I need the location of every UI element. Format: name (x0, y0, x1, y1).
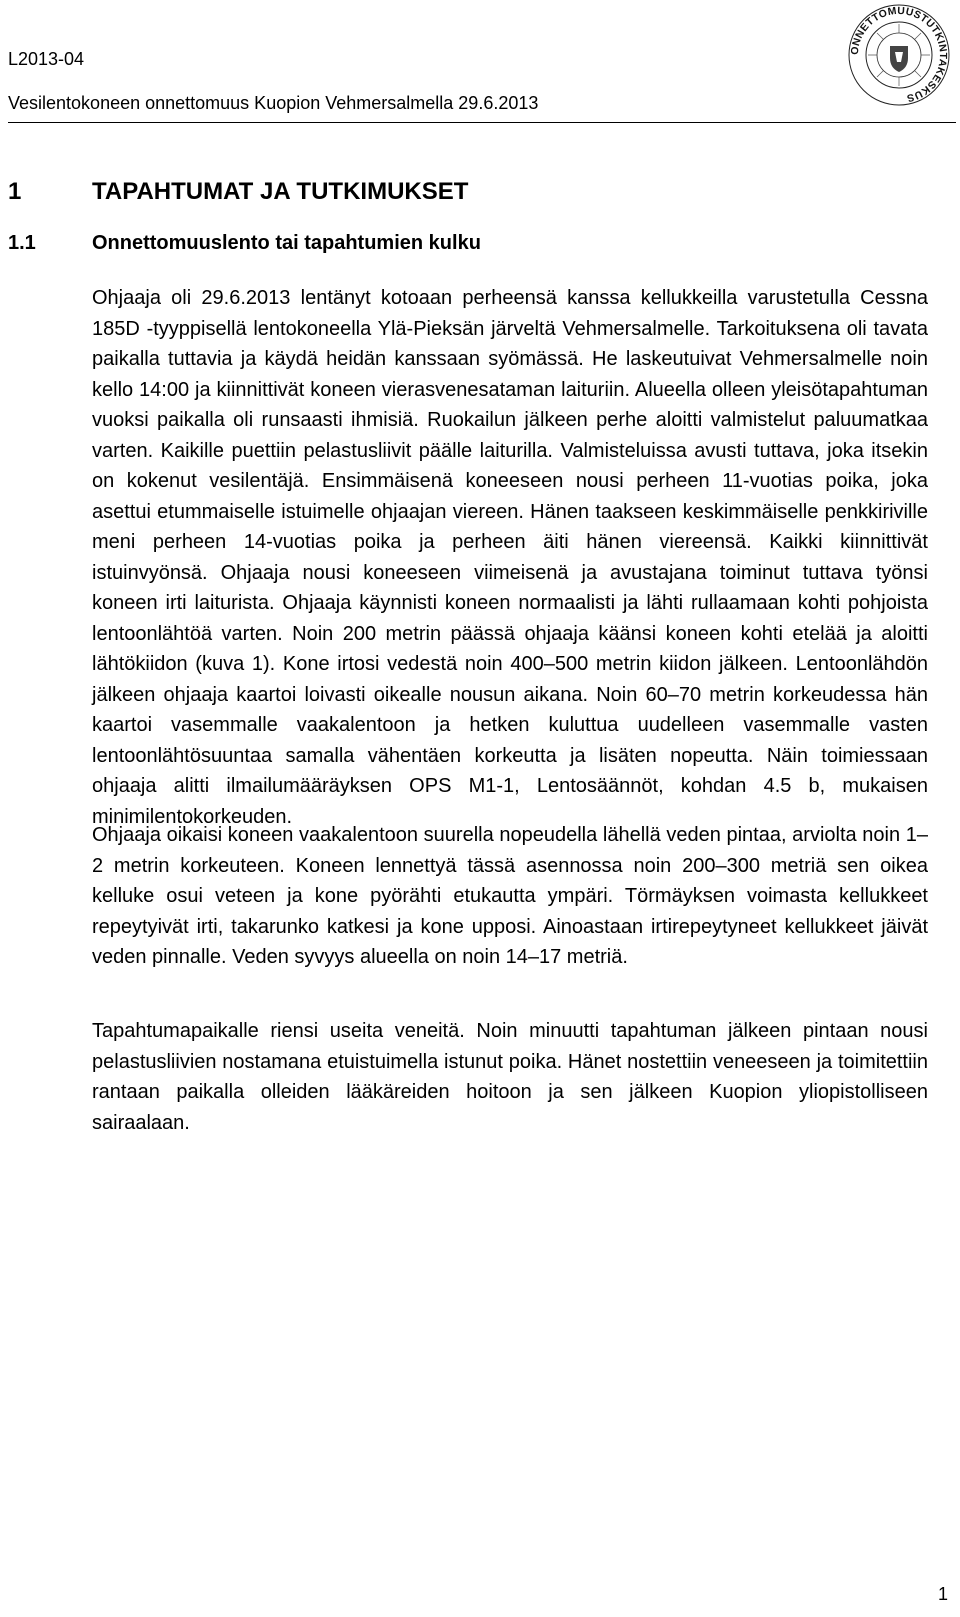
section-title: TAPAHTUMAT JA TUTKIMUKSET (92, 178, 469, 205)
body-paragraph: Ohjaaja oli 29.6.2013 lentänyt kotoaan perheensä kanssa kellukkeilla varustetulla Cessna 185D -tyyppisellä lentokoneella Ylä-Pieksän järveltä Vehmersalmelle. Tarkoituksena oli tavata paikalla tuttavia ja käydä heidän kanssaan syömässä. He laskeutuivat Vehmersalmelle noin kello 14:00 ja kiinnittivät koneen vierasvenesataman laituriin. Alueella olleen yleisötapahtuman vuoksi paikalla oli runsaasti ihmisiä. Ruokailun jälkeen perhe aloitti valmistelut paluumatkaa varten. Kaikille puettiin pelastusliivit päälle laiturilla. Valmisteluissa avusti tuttava, joka itsekin on kokenut vesilentäjä. Ensimmäisenä koneeseen nousi perheen 11-vuotias poika, joka asettui etummaiselle istuimelle ohjaajan viereen. Hänen taakseen keskimmäiselle penkkiriville meni perheen 14-vuotias poika ja perheen äiti hänen viereensä. Kaikki kiinnittivät istuinvyönsä. Ohjaaja nousi koneeseen viimeisenä ja avustajana toiminut tuttava työnsi koneen irti laiturista. Ohjaaja käynnisti koneen normaalisti ja lähti rullaamaan kohti pohjoista lentoonlähtöä varten. Noin 200 metrin päässä ohjaaja käänsi koneen kohti etelää ja aloitti lähtökiidon (kuva 1). Kone irtosi vedestä noin 400–500 metrin kiidon jälkeen. Lentoonlähdön jälkeen ohjaaja kaartoi loivasti oikealle nousun aikana. Noin 60–70 metrin korkeudessa hän kaartoi vasemmalle vaakalentoon ja hetken kuluttua uudelleen vasemmalle vasten lentoonlähtösuuntaa samalla vähentäen korkeutta ja lisäten nopeutta. Näin toimiessaan ohjaaja alitti ilmailumääräyksen OPS M1-1, Lentosäännöt, kohdan 4.5 b, mukaisen minimilentokorkeuden. (92, 287, 928, 828)
section-heading (8, 178, 468, 206)
body-paragraph: Ohjaaja oikaisi koneen vaakalentoon suurella nopeudella lähellä veden pintaa, arviolta noin 1–2 metrin korkeuteen. Koneen lennettyä tässä asennossa noin 200–300 metriä sen oikea kelluke osui veteen ja kone pyörähti etukautta ympäri. Törmäyksen voimasta kellukkeet repeytyivät irti, takarunko katkesi ja kone upposi. Ainoastaan irtirepeytyneet kellukkeet jäivät veden pinnalle. Veden syvyys alueella on noin 14–17 metriä. (92, 824, 928, 968)
subsection-title: Onnettomuuslento tai tapahtumien kulku (92, 232, 481, 254)
report-title: Vesilentokoneen onnettomuus Kuopion Vehmersalmella 29.6.2013 (8, 93, 539, 113)
investigation-authority-seal-logo (846, 2, 952, 108)
header-divider (8, 122, 956, 123)
section-number: 1 (8, 178, 22, 205)
subsection-heading (8, 232, 481, 255)
seal-lettering: ONNETTOMUUSTUTKINTAKESKUS (849, 5, 949, 104)
body-paragraph: Tapahtumapaikalle riensi useita veneitä. Noin minuutti tapahtuman jälkeen pintaan nousi pelastusliivien nostamana etuistuimella istunut poika. Hänet nostettiin veneeseen ja toimitettiin rantaan paikalla olleiden lääkäreiden hoitoon ja sen jälkeen Kuopion yliopistolliseen sairaalaan. (92, 1020, 928, 1134)
subsection-number: 1.1 (8, 232, 36, 254)
report-id: L2013-04 (8, 49, 85, 69)
page-number: 1 (937, 1584, 948, 1604)
